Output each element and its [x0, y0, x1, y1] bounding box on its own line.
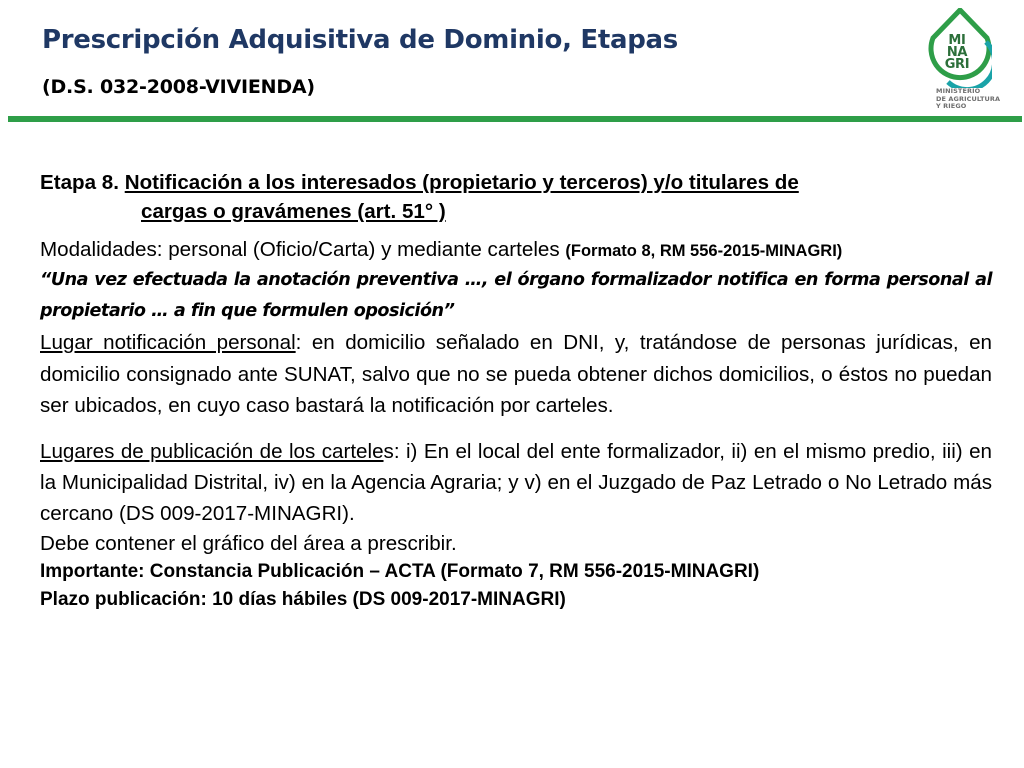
page-title: Prescripción Adquisitiva de Dominio, Etapas: [42, 25, 678, 55]
modalidades-text: Modalidades: personal (Oficio/Carta) y mediante carteles: [40, 238, 566, 261]
logo-word-3: GRI: [944, 57, 970, 72]
importante-line: Importante: Constancia Publicación – ACTA (Formato 7, RM 556-2015-MINAGRI): [40, 560, 760, 582]
slide-content: [40, 168, 992, 614]
lugar-paragraph: [40, 327, 992, 422]
modalidades-reference: (Formato 8, RM 556-2015-MINAGRI): [565, 242, 843, 260]
lugares-text: s: i) En el local del ente formalizador, ii) en el mismo predio, iii) en la Municipalidad Distrital, iv) en la Agencia Agraria; y v) en el Juzgado de Paz Letrado o No Letrado más cercano (DS 009-2017-MINAGRI).: [40, 439, 992, 525]
plazo-line: Plazo publicación: 10 días hábiles (DS 009-2017-MINAGRI): [40, 588, 566, 610]
debe-paragraph: Debe contener el gráfico del área a prescribir.: [40, 531, 457, 555]
logo-word-2: NA: [946, 45, 968, 60]
etapa-title-line-1: Notificación a los interesados (propietario y terceros) y/o titulares de: [124, 171, 799, 194]
etapa-title-line-2: cargas o gravámenes (art. 51° ): [141, 200, 446, 223]
modalidades-paragraph: [40, 236, 992, 265]
logo-word-1: MI: [948, 33, 966, 48]
quote-paragraph: “Una vez efectuada la anotación preventiva …, el órgano formalizador notifica en forma personal al propietario … a fin que formulen oposición”: [40, 270, 992, 321]
etapa-heading: [40, 168, 992, 226]
header-divider: [8, 116, 1022, 122]
logo-org-name: MINISTERIO DE AGRICULTURA Y RIEGO: [936, 87, 1001, 110]
lugares-paragraph: [40, 436, 992, 529]
etapa-label: Etapa 8.: [40, 171, 119, 194]
lugar-label: Lugar notificación personal: [40, 331, 296, 354]
lugares-label: Lugares de publicación de los cartele: [40, 439, 384, 463]
lugar-text: : en domicilio señalado en DNI, y, tratándose de personas jurídicas, en domicilio consignado ante SUNAT, salvo que no se pueda obtener dichos domicilios, o éstos no puedan ser ubicados, en cuyo caso bastará la notificación por carteles.: [40, 331, 992, 417]
minagri-logo: [926, 8, 1018, 118]
page-subtitle: (D.S. 032-2008-VIVIENDA): [42, 76, 315, 98]
